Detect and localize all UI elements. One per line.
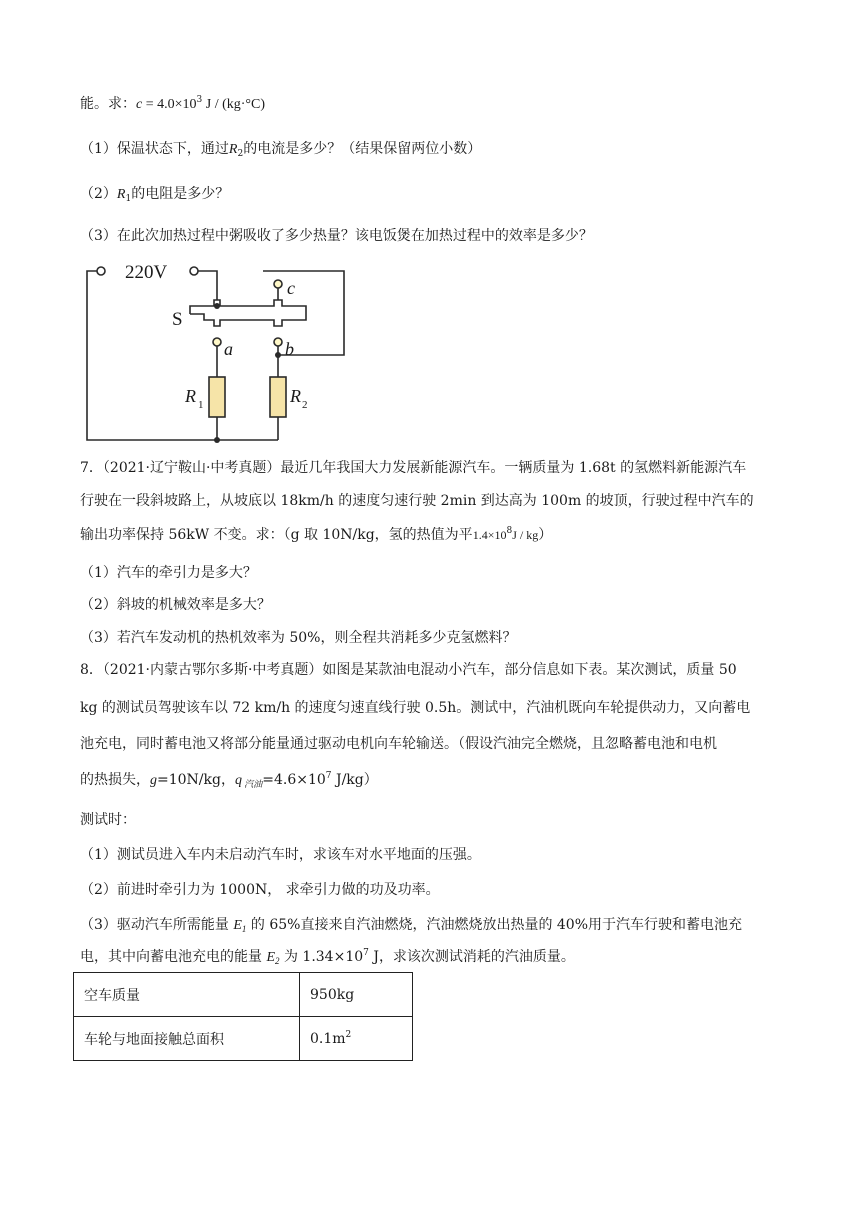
var-e2-sub: 2 <box>275 956 280 966</box>
spec-value-text: 0.1m <box>310 1030 346 1047</box>
var-r1-sub: 1 <box>125 194 132 204</box>
r2-label: R <box>290 386 301 406</box>
q8-sub1: （1）测试员进入车内未启动汽车时，求该车对水平地面的压强。 <box>80 847 481 863</box>
q8-sub3-line-1 <box>80 915 742 936</box>
q8-sub3-line-2 <box>80 947 575 968</box>
q6-sub1-text-a: （1）保温状态下，通过 <box>80 141 229 157</box>
q6-sub2 <box>80 184 229 205</box>
e2-value: 为 1.34×10 <box>279 949 364 965</box>
q8-sub3-text-a: （3）驱动汽车所需能量 <box>80 917 234 933</box>
var-e1: E <box>233 918 242 933</box>
q8-sub3-text-b: 的 65%直接来自汽油燃烧，汽油燃烧放出热量的 40%用于汽车行驶和蓄电池充 <box>246 917 743 933</box>
var-q: q <box>234 773 242 788</box>
q8-line-4-text-b: =10N/kg， <box>157 772 235 788</box>
q6-sub1-text-b: 的电流是多少？（结果保留两位小数） <box>243 141 482 157</box>
q-value: =4.6×10 <box>262 772 326 788</box>
spec-label: 车轮与地面接触总面积 <box>74 1017 300 1061</box>
q7-sub1: （1）汽车的牵引力是多大？ <box>80 565 257 581</box>
c-exponent: 3 <box>196 95 203 105</box>
spec-label: 空车质量 <box>74 973 300 1017</box>
q8-test-label: 测试时： <box>80 812 136 828</box>
q6-sub2-text-b: 的电阻是多少？ <box>131 186 230 202</box>
q8-sub3-line2-text-c: J，求该次测试消耗的汽油质量。 <box>368 949 575 965</box>
var-e1-sub: 1 <box>241 924 247 934</box>
var-q-sub: 汽油 <box>241 779 263 789</box>
contact-b-label: b <box>285 339 294 359</box>
q7-sub2: （2）斜坡的机械效率是多大？ <box>80 597 271 613</box>
contact-c-label: c <box>287 278 295 298</box>
intro-prefix: 能。求： <box>80 96 136 112</box>
car-spec-table <box>73 972 413 1061</box>
r1-label: R <box>185 386 196 406</box>
q7-line-1: 7．（2021·辽宁鞍山·中考真题）最近几年我国大力发展新能源汽车。一辆质量为 1.68t 的氢燃料新能源汽车 <box>80 460 747 476</box>
switch-label: S <box>172 309 183 330</box>
c-value: = 4.0×10 <box>142 97 197 112</box>
var-r2: R <box>228 142 238 157</box>
c-unit: J / (kg·°C) <box>202 97 266 112</box>
spec-value-sup: 2 <box>345 1029 352 1040</box>
q6-sub1 <box>80 139 481 160</box>
var-e2: E <box>266 950 276 965</box>
r1-resistor <box>209 377 225 417</box>
var-r1: R <box>116 187 126 202</box>
q8-line-1: 8．（2021·内蒙古鄂尔多斯·中考真题）如图是某款油电混动小汽车，部分信息如下表。某次测试，质量 50 <box>80 662 737 678</box>
e2-exponent: 7 <box>363 948 369 958</box>
r2-label-sub: 2 <box>302 399 308 411</box>
q6-sub2-text-a: （2） <box>80 186 117 202</box>
var-r2-sub: 2 <box>237 149 244 159</box>
var-c: c <box>136 97 143 112</box>
q8-line-4 <box>80 770 378 791</box>
q7-sub3: （3）若汽车发动机的热机效率为 50%，则全程共消耗多少克氢燃料？ <box>80 630 517 646</box>
h2-heat-exponent: 8 <box>506 526 513 536</box>
h2-heat-value: 1.4×10 <box>472 528 507 542</box>
q8-line-4-text-a: 的热损失， <box>80 772 150 788</box>
contact-a-label: a <box>224 339 233 359</box>
spec-value-text: 950kg <box>310 986 355 1003</box>
voltage-label: 220V <box>125 262 168 283</box>
spec-value <box>300 973 413 1017</box>
q7-line-3 <box>80 525 552 545</box>
h2-heat-unit: J / kg <box>512 528 539 542</box>
var-g: g <box>150 773 157 788</box>
table-row <box>74 1017 413 1061</box>
r1-label-sub: 1 <box>198 399 204 411</box>
spec-value <box>300 1017 413 1061</box>
q7-line-3-text: 输出功率保持 56kW 不变。求：（g 取 10N/kg，氢的热值为平 <box>80 527 473 543</box>
q8-line-2: kg 的测试员驾驶该车以 72 km/h 的速度匀速直线行驶 0.5h。测试中，汽油机既向车轮提供动力，又向蓄电 <box>80 700 751 716</box>
q6-sub3: （3）在此次加热过程中粥吸收了多少热量？该电饭煲在加热过程中的效率是多少？ <box>80 228 593 244</box>
table-row <box>74 973 413 1017</box>
q-exponent: 7 <box>325 771 332 781</box>
q-unit: J/kg） <box>331 772 378 788</box>
q8-sub2: （2）前进时牵引力为 1000N， 求牵引力做的功及功率。 <box>80 882 440 898</box>
q8-line-3: 池充电，同时蓄电池又将部分能量通过驱动电机向车轮输送。（假设汽油完全燃烧，且忽略蓄电池和电机 <box>80 736 717 752</box>
q8-sub3-line2-text-a: 电，其中向蓄电池充电的能量 <box>80 949 267 965</box>
q7-line-2: 行驶在一段斜坡路上，从坡底以 18km/h 的速度匀速行驶 2min 到达高为 100m 的坡顶，行驶过程中汽车的 <box>80 493 754 509</box>
circuit-diagram <box>80 262 360 444</box>
r2-resistor <box>270 377 286 417</box>
q7-line-3-close: ） <box>538 527 553 543</box>
intro-line <box>80 94 265 115</box>
